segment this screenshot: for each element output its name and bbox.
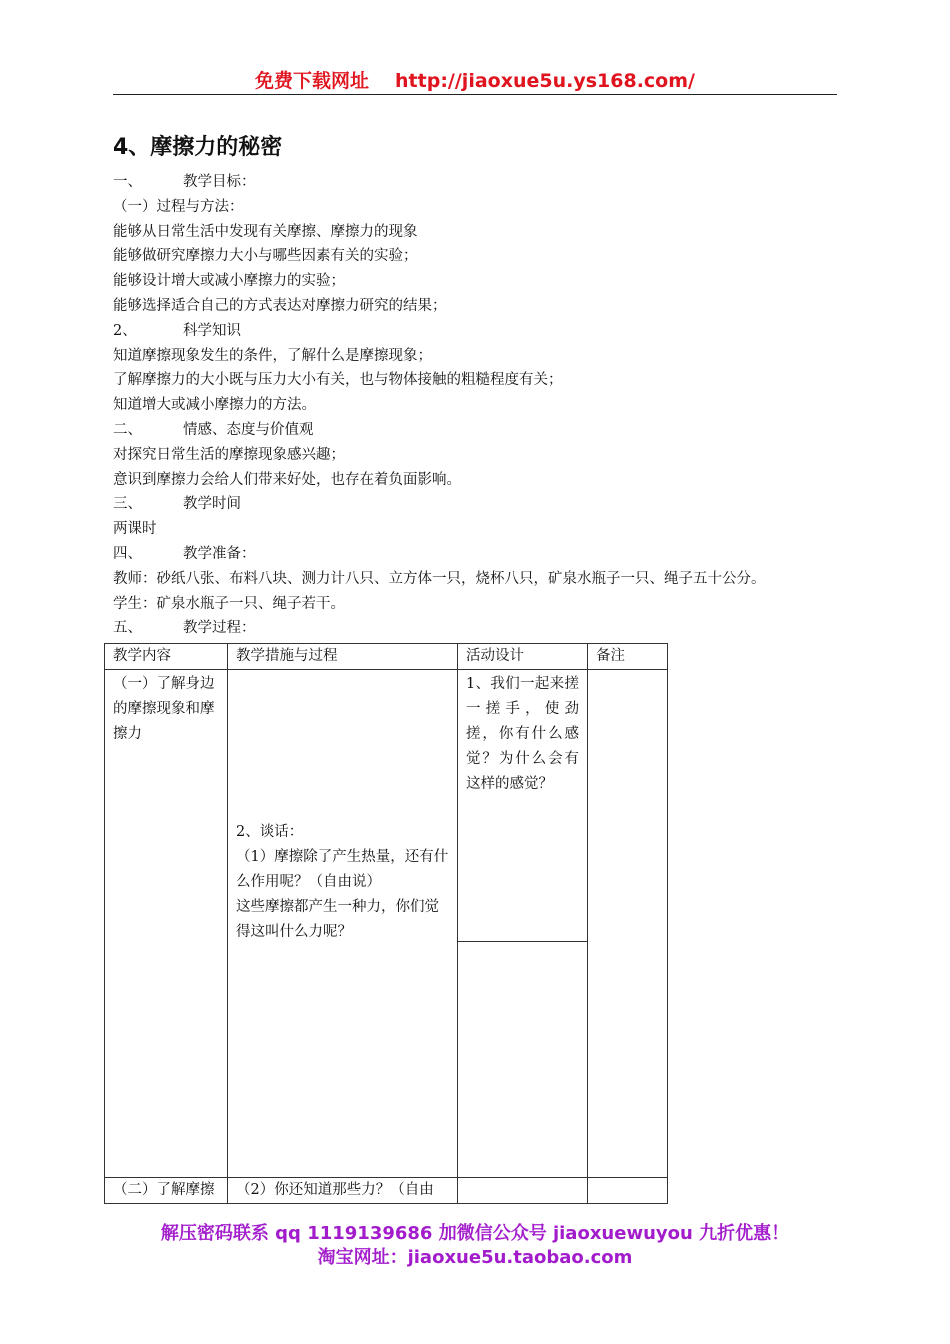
- body-line: 能够做研究摩擦力大小与哪些因素有关的实验；: [113, 248, 418, 265]
- body-line: 2、 科学知识: [113, 322, 241, 339]
- table-row: [105, 670, 668, 942]
- measures-cell: 2、谈话： （1）摩擦除了产生热量，还有什么作用呢？（自由说） 这些摩擦都产生一种力，你们觉得这叫什么力呢？: [228, 670, 458, 1178]
- measures-cell: （2）你还知道那些力？（自由: [228, 1178, 458, 1204]
- body-line: 三、 教学时间: [113, 496, 241, 513]
- body-line: 知道增大或减小摩擦力的方法。: [113, 397, 316, 414]
- footer-contact: 解压密码联系 qq 1119139686 加微信公众号 jiaoxuewuyou 九折优惠！: [160, 1223, 790, 1244]
- table-row: [105, 1178, 668, 1204]
- body-line: 四、 教学准备：: [113, 545, 256, 562]
- body-line: 一、 教学目标：: [113, 174, 256, 190]
- note-cell: [588, 1178, 668, 1204]
- body-line: 意识到摩擦力会给人们带来好处，也存在着负面影响。: [113, 471, 461, 488]
- footer-shop-link[interactable]: 淘宝网址：jiaoxue5u.taobao.com: [317, 1247, 633, 1268]
- activity-cell: 1、我们一起来搓一搓手，使劲搓，你有什么感觉？为什么会有这样的感觉？: [458, 670, 588, 942]
- column-header: 教学内容: [105, 644, 228, 670]
- body-line: 两课时: [113, 521, 157, 538]
- body-line: 对探究日常生活的摩擦现象感兴趣；: [113, 446, 345, 463]
- body-line: 能够设计增大或减小摩擦力的实验；: [113, 273, 345, 290]
- header-url-link[interactable]: http://jiaoxue5u.ys168.com/: [395, 70, 695, 92]
- body-line: 二、 情感、态度与价值观: [113, 421, 314, 438]
- teaching-process-table: [104, 643, 668, 1204]
- column-header: 教学措施与过程: [228, 644, 458, 670]
- activity-cell: [458, 1178, 588, 1204]
- lesson-title: 4、摩擦力的秘密: [113, 135, 283, 160]
- note-cell: [588, 670, 668, 1178]
- body-line: 能够选择适合自己的方式表达对摩擦力研究的结果；: [113, 297, 447, 314]
- body-line: 能够从日常生活中发现有关摩擦、摩擦力的现象: [113, 223, 418, 240]
- lesson-body: [113, 170, 843, 641]
- body-line: 了解摩擦力的大小既与压力大小有关，也与物体接触的粗糙程度有关；: [113, 372, 563, 389]
- body-line: 教师：砂纸八张、布料八块、测力计八只、立方体一只，烧杯八只，矿泉水瓶子一只、绳子五十公分。: [113, 570, 766, 587]
- body-line: 知道摩擦现象发生的条件，了解什么是摩擦现象；: [113, 347, 432, 364]
- body-line: 学生：矿泉水瓶子一只、绳子若干。: [113, 595, 345, 612]
- activity-cell-empty: [458, 942, 588, 1178]
- column-header: 活动设计: [458, 644, 588, 670]
- content-cell: （二）了解摩擦: [105, 1178, 228, 1204]
- content-cell: （一）了解身边的摩擦现象和摩擦力: [105, 670, 228, 1178]
- download-header: [0, 66, 950, 93]
- body-line: （一）过程与方法：: [113, 198, 244, 215]
- column-header: 备注: [588, 644, 668, 670]
- header-label: 免费下载网址: [255, 70, 370, 92]
- body-line: 五、 教学过程：: [113, 620, 256, 637]
- table-header-row: [105, 644, 668, 670]
- header-divider: [113, 94, 837, 95]
